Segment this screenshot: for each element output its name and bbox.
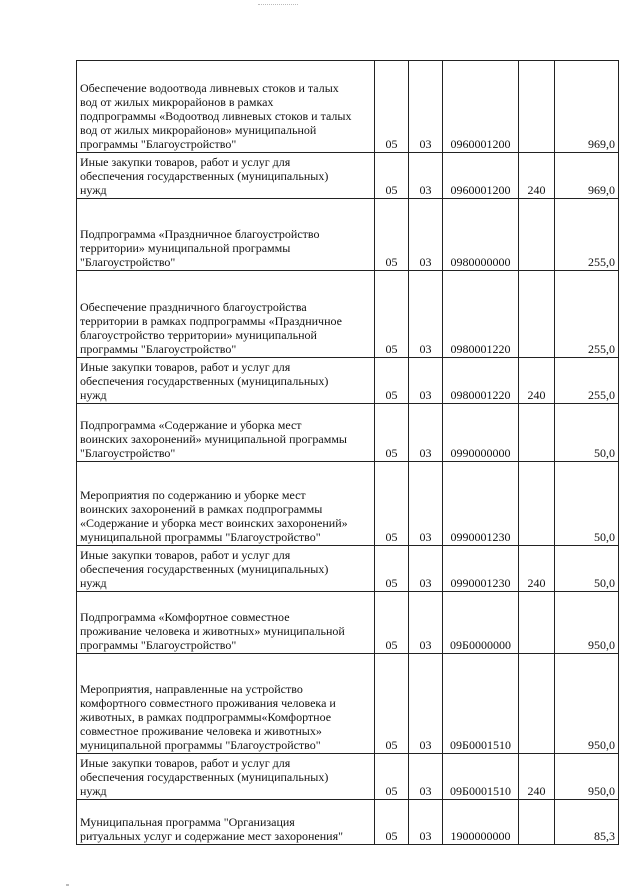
name-cell: Обеспечение водоотвода ливневых стоков и талых вод от жилых микрорайонов в рамках подпрограммы «Водоотвод ливневых стоков и талых вод от жилых микрорайонов» муниципальной программы "Благоустройство" <box>77 61 375 153</box>
section-cell: 05 <box>375 592 409 654</box>
name-cell: Подпрограмма «Праздничное благоустройство территории» муниципальной программы "Благоустройство" <box>77 199 375 271</box>
table-row <box>77 199 619 271</box>
subsection-cell: 03 <box>409 654 443 754</box>
amount-cell: 969,0 <box>555 153 619 199</box>
amount-cell: 255,0 <box>555 358 619 404</box>
type-cell <box>519 61 555 153</box>
name-cell: Муниципальная программа "Организация ритуальных услуг и содержание мест захоронения" <box>77 800 375 845</box>
subsection-cell: 03 <box>409 462 443 546</box>
table-row <box>77 358 619 404</box>
name-cell: Подпрограмма «Содержание и уборка мест воинских захоронений» муниципальной программы "Благоустройство" <box>77 404 375 462</box>
scan-mark <box>66 884 69 886</box>
type-cell: 240 <box>519 153 555 199</box>
section-cell: 05 <box>375 800 409 845</box>
table-row <box>77 800 619 845</box>
target-cell: 0990000000 <box>443 404 519 462</box>
table-row <box>77 153 619 199</box>
name-cell: Иные закупки товаров, работ и услуг для обеспечения государственных (муниципальных) нужд <box>77 546 375 592</box>
target-cell: 0980000000 <box>443 199 519 271</box>
target-cell: 0960001200 <box>443 153 519 199</box>
name-cell: Мероприятия по содержанию и уборке мест воинских захоронений в рамках подпрограммы «Содержание и уборка мест воинских захоронений» муниципальной программы "Благоустройство" <box>77 462 375 546</box>
subsection-cell: 03 <box>409 404 443 462</box>
amount-cell: 50,0 <box>555 404 619 462</box>
budget-table <box>76 60 619 845</box>
target-cell: 1900000000 <box>443 800 519 845</box>
target-cell: 09Б0000000 <box>443 592 519 654</box>
section-cell: 05 <box>375 546 409 592</box>
amount-cell: 255,0 <box>555 271 619 358</box>
amount-cell: 950,0 <box>555 592 619 654</box>
type-cell <box>519 592 555 654</box>
subsection-cell: 03 <box>409 358 443 404</box>
table-row <box>77 61 619 153</box>
subsection-cell: 03 <box>409 153 443 199</box>
scan-mark <box>258 4 298 7</box>
type-cell <box>519 404 555 462</box>
target-cell: 09Б0001510 <box>443 654 519 754</box>
section-cell: 05 <box>375 358 409 404</box>
section-cell: 05 <box>375 462 409 546</box>
type-cell: 240 <box>519 754 555 800</box>
name-cell: Мероприятия, направленные на устройство комфортного совместного проживания человека и животных, в рамках подпрограммы«Комфортное совместное проживание человека и животных» муниципальной программы "Благоустройство" <box>77 654 375 754</box>
table-row <box>77 271 619 358</box>
table-row <box>77 754 619 800</box>
section-cell: 05 <box>375 754 409 800</box>
section-cell: 05 <box>375 199 409 271</box>
subsection-cell: 03 <box>409 546 443 592</box>
type-cell: 240 <box>519 546 555 592</box>
subsection-cell: 03 <box>409 271 443 358</box>
table-row <box>77 546 619 592</box>
name-cell: Подпрограмма «Комфортное совместное проживание человека и животных» муниципальной программы "Благоустройство" <box>77 592 375 654</box>
section-cell: 05 <box>375 404 409 462</box>
target-cell: 0980001220 <box>443 271 519 358</box>
type-cell <box>519 199 555 271</box>
type-cell <box>519 800 555 845</box>
amount-cell: 255,0 <box>555 199 619 271</box>
amount-cell: 50,0 <box>555 462 619 546</box>
target-cell: 0980001220 <box>443 358 519 404</box>
amount-cell: 950,0 <box>555 754 619 800</box>
name-cell: Иные закупки товаров, работ и услуг для обеспечения государственных (муниципальных) нужд <box>77 358 375 404</box>
target-cell: 0990001230 <box>443 462 519 546</box>
table-row <box>77 462 619 546</box>
target-cell: 0960001200 <box>443 61 519 153</box>
amount-cell: 969,0 <box>555 61 619 153</box>
name-cell: Иные закупки товаров, работ и услуг для обеспечения государственных (муниципальных) нужд <box>77 153 375 199</box>
table-row <box>77 654 619 754</box>
amount-cell: 950,0 <box>555 654 619 754</box>
subsection-cell: 03 <box>409 592 443 654</box>
subsection-cell: 03 <box>409 61 443 153</box>
amount-cell: 50,0 <box>555 546 619 592</box>
amount-cell: 85,3 <box>555 800 619 845</box>
type-cell <box>519 462 555 546</box>
section-cell: 05 <box>375 61 409 153</box>
section-cell: 05 <box>375 654 409 754</box>
table-row <box>77 404 619 462</box>
name-cell: Обеспечение праздничного благоустройства территории в рамках подпрограммы «Праздничное благоустройство территории» муниципальной программы "Благоустройство" <box>77 271 375 358</box>
subsection-cell: 03 <box>409 199 443 271</box>
table-row <box>77 592 619 654</box>
section-cell: 05 <box>375 153 409 199</box>
subsection-cell: 03 <box>409 754 443 800</box>
target-cell: 0990001230 <box>443 546 519 592</box>
type-cell <box>519 654 555 754</box>
target-cell: 09Б0001510 <box>443 754 519 800</box>
subsection-cell: 03 <box>409 800 443 845</box>
type-cell <box>519 271 555 358</box>
section-cell: 05 <box>375 271 409 358</box>
type-cell: 240 <box>519 358 555 404</box>
name-cell: Иные закупки товаров, работ и услуг для обеспечения государственных (муниципальных) нужд <box>77 754 375 800</box>
